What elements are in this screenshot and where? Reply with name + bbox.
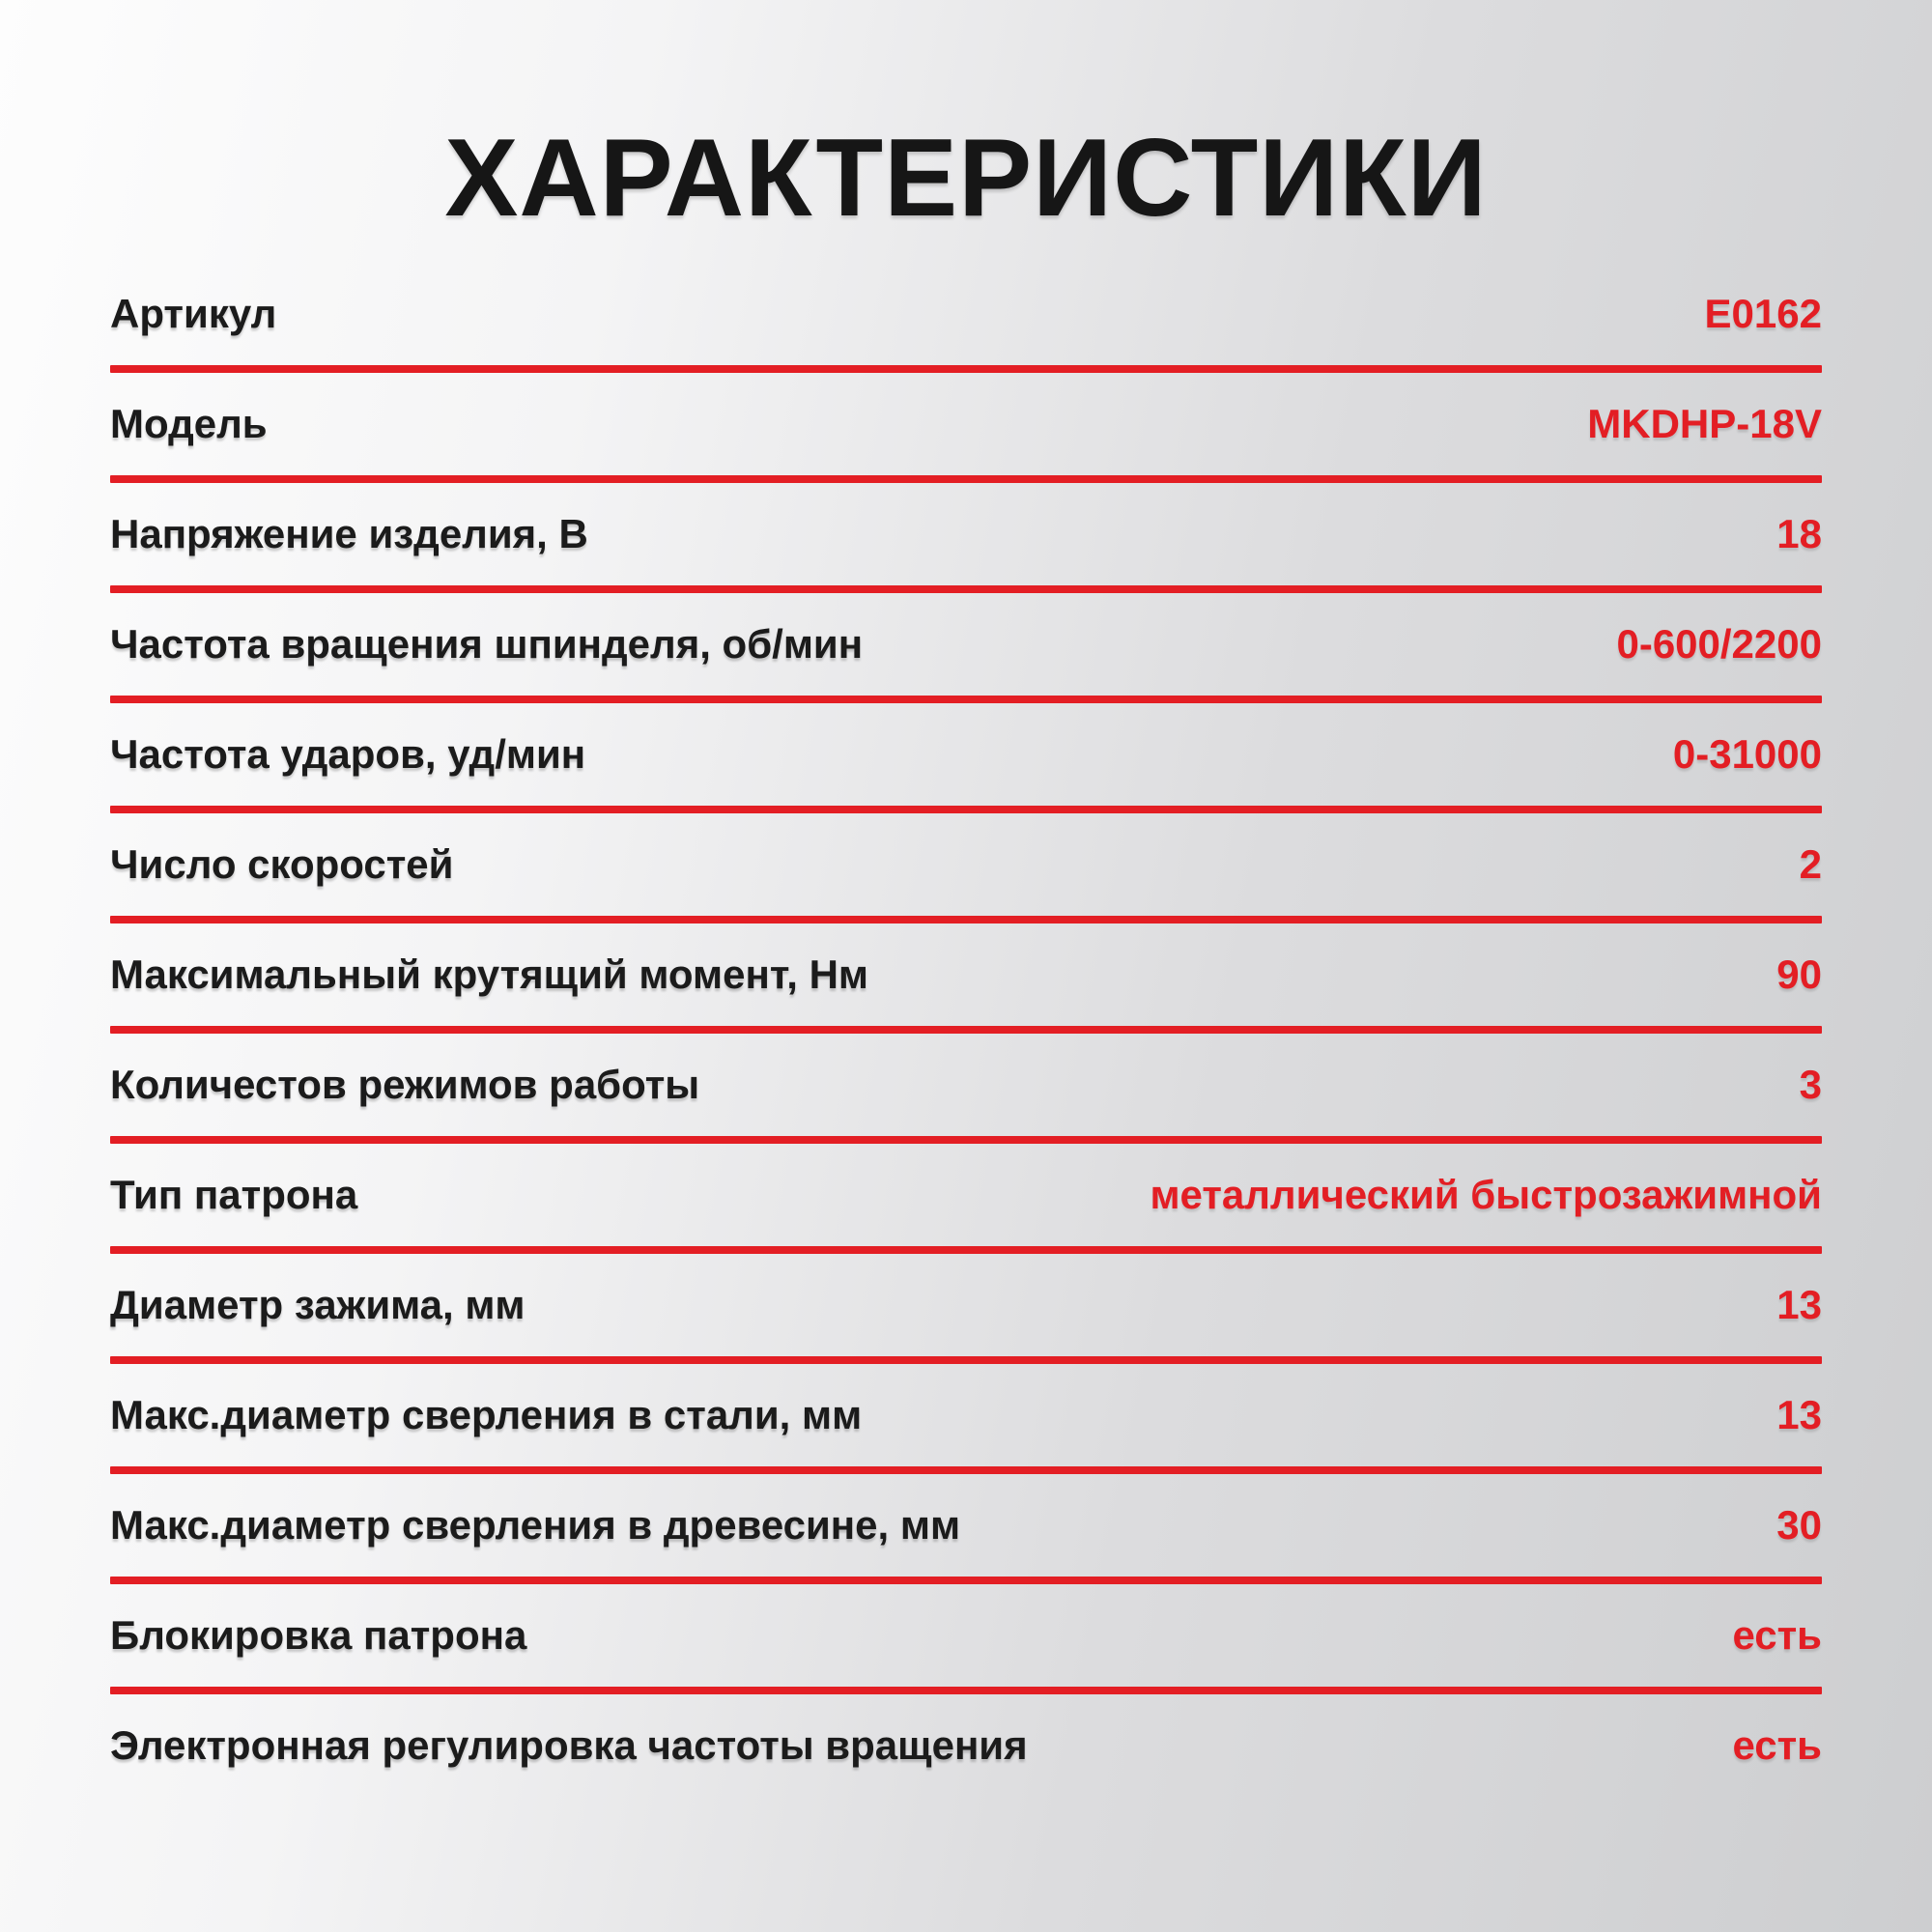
row-divider <box>110 585 1822 593</box>
spec-row <box>110 1694 1822 1797</box>
spec-label: Макс.диаметр сверления в древесине, мм <box>110 1502 961 1548</box>
row-divider <box>110 806 1822 813</box>
row-divider <box>110 475 1822 483</box>
spec-row <box>110 1254 1822 1356</box>
spec-row <box>110 373 1822 475</box>
spec-value: металлический быстрозажимной <box>1150 1172 1822 1217</box>
spec-label: Число скоростей <box>110 841 454 887</box>
spec-value: 2 <box>1799 841 1822 887</box>
spec-label: Частота ударов, уд/мин <box>110 731 586 777</box>
spec-label: Диаметр зажима, мм <box>110 1282 526 1327</box>
row-divider <box>110 1466 1822 1474</box>
page-title: ХАРАКТЕРИСТИКИ <box>444 117 1488 240</box>
row-divider <box>110 1136 1822 1144</box>
spec-table <box>110 263 1822 1797</box>
spec-row <box>110 1584 1822 1687</box>
spec-label: Напряжение изделия, В <box>110 511 588 556</box>
spec-row <box>110 1364 1822 1466</box>
row-divider <box>110 1577 1822 1584</box>
spec-label: Макс.диаметр сверления в стали, мм <box>110 1392 863 1437</box>
spec-label: Частота вращения шпинделя, об/мин <box>110 621 864 667</box>
spec-value: 3 <box>1799 1062 1822 1107</box>
spec-value: есть <box>1732 1722 1822 1768</box>
row-divider <box>110 1687 1822 1694</box>
spec-value: 13 <box>1776 1392 1822 1437</box>
spec-row <box>110 923 1822 1026</box>
spec-label: Тип патрона <box>110 1172 358 1217</box>
row-divider <box>110 1026 1822 1034</box>
spec-row <box>110 1474 1822 1577</box>
spec-value: 13 <box>1776 1282 1822 1327</box>
spec-row <box>110 483 1822 585</box>
spec-label: Модель <box>110 401 268 446</box>
row-divider <box>110 1356 1822 1364</box>
row-divider <box>110 1246 1822 1254</box>
spec-value: 0-31000 <box>1672 731 1822 777</box>
spec-row <box>110 263 1822 365</box>
spec-label: Артикул <box>110 291 277 336</box>
spec-value: есть <box>1732 1612 1822 1658</box>
row-divider <box>110 916 1822 923</box>
spec-row <box>110 1144 1822 1246</box>
spec-row <box>110 593 1822 696</box>
spec-value: 18 <box>1776 511 1822 556</box>
spec-label: Количестов режимов работы <box>110 1062 700 1107</box>
spec-label: Максимальный крутящий момент, Нм <box>110 952 868 997</box>
spec-value: MKDHP-18V <box>1587 401 1822 446</box>
spec-label: Электронная регулировка частоты вращения <box>110 1722 1028 1768</box>
spec-row <box>110 1034 1822 1136</box>
row-divider <box>110 696 1822 703</box>
spec-value: 90 <box>1776 952 1822 997</box>
spec-value: E0162 <box>1704 291 1822 336</box>
row-divider <box>110 365 1822 373</box>
spec-value: 0-600/2200 <box>1616 621 1822 667</box>
spec-label: Блокировка патрона <box>110 1612 527 1658</box>
spec-row <box>110 813 1822 916</box>
spec-row <box>110 703 1822 806</box>
spec-value: 30 <box>1776 1502 1822 1548</box>
